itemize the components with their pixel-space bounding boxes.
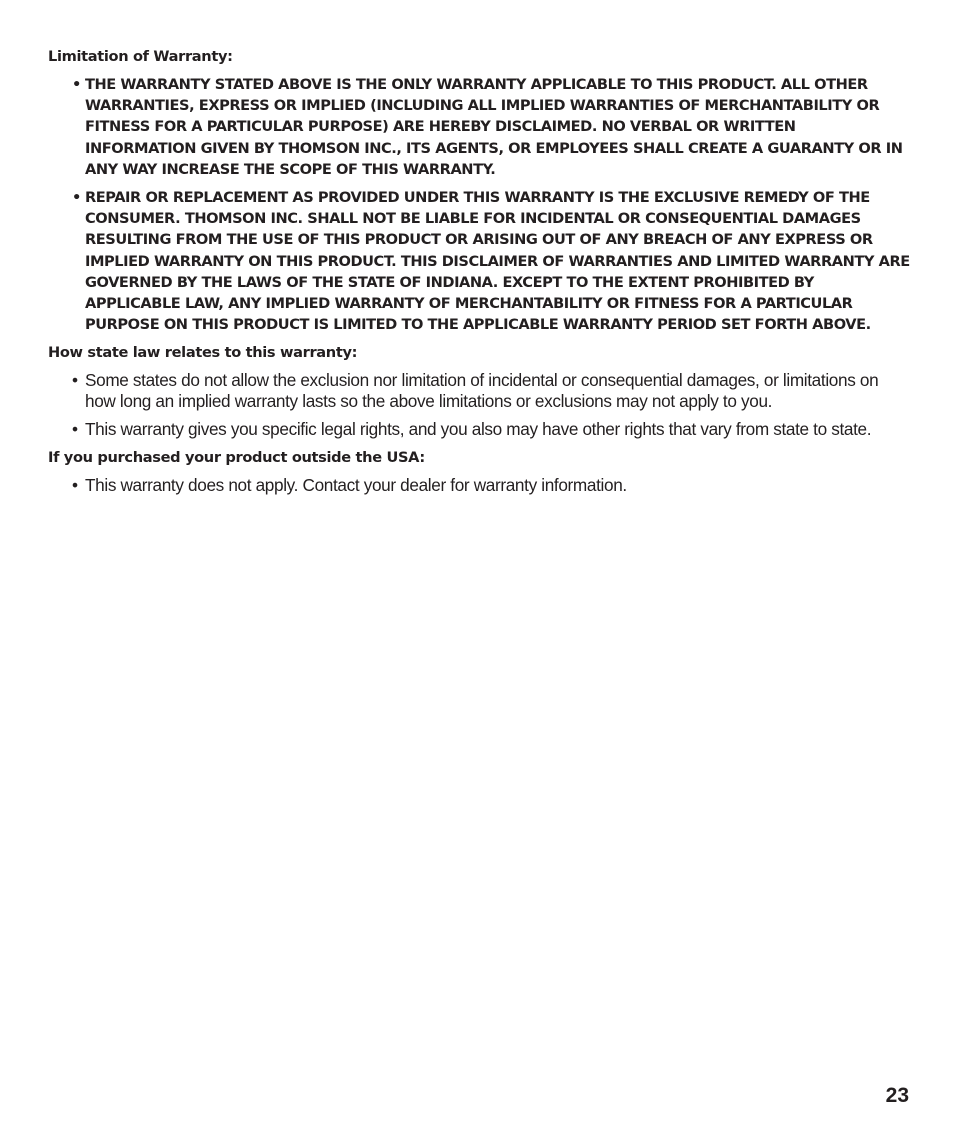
- section-heading: How state law relates to this warranty:: [48, 344, 358, 362]
- list-item: [48, 187, 910, 335]
- bullet-icon: •: [72, 370, 78, 391]
- list-item: [48, 419, 910, 440]
- section-state-law: [48, 342, 910, 440]
- bullet-icon: •: [72, 189, 81, 207]
- list-item-text: REPAIR OR REPLACEMENT AS PROVIDED UNDER THIS WARRANTY IS THE EXCLUSIVE REMEDY OF THE CONSUMER. THOMSON INC. SHALL NOT BE LIABLE FOR INCIDENTAL OR CONSEQUENTIAL DAMAGES RESULTING FROM THE USE OF THIS PRODUCT OR ARISING OUT OF ANY BREACH OF ANY EXPRESS OR IMPLIED WARRANTY ON THIS PRODUCT. THIS DISCLAIMER OF WARRANTIES AND LIMITED WARRANTY ARE GOVERNED BY THE LAWS OF THE STATE OF INDIANA. EXCEPT TO THE EXTENT PROHIBITED BY APPLICABLE LAW, ANY IMPLIED WARRANTY OF MERCHANTABILITY OR FITNESS FOR A PARTICULAR PURPOSE ON THIS PRODUCT IS LIMITED TO THE APPLICABLE WARRANTY PERIOD SET FORTH ABOVE.: [85, 189, 910, 334]
- list-item-text: Some states do not allow the exclusion nor limitation of incidental or consequential damages, or limitations on how long an implied warranty lasts so the above limitations or exclusions may not apply to you.: [85, 370, 879, 412]
- list-item: [48, 370, 910, 412]
- section-heading: Limitation of Warranty:: [48, 48, 233, 65]
- list-item-text: This warranty gives you specific legal rights, and you also may have other rights that vary from state to state.: [85, 419, 872, 440]
- list-item-text: THE WARRANTY STATED ABOVE IS THE ONLY WARRANTY APPLICABLE TO THIS PRODUCT. ALL OTHER WARRANTIES, EXPRESS OR IMPLIED (INCLUDING ALL IMPLIED WARRANTIES OF MERCHANTABILITY OR FITNESS FOR A PARTICULAR PURPOSE) ARE HEREBY DISCLAIMED. NO VERBAL OR WRITTEN INFORMATION GIVEN BY THOMSON INC., ITS AGENTS, OR EMPLOYEES SHALL CREATE A GUARANTY OR IN ANY WAY INCREASE THE SCOPE OF THIS WARRANTY.: [85, 76, 903, 178]
- page-number: 23: [885, 1084, 909, 1107]
- list-item: [48, 74, 910, 180]
- list-item: [48, 475, 910, 496]
- bullet-list: [48, 475, 910, 496]
- section-limitation-of-warranty: [48, 46, 910, 335]
- list-item-text: This warranty does not apply. Contact your dealer for warranty information.: [85, 475, 627, 496]
- section-outside-usa: [48, 447, 910, 496]
- bullet-icon: •: [72, 475, 78, 496]
- bullet-icon: •: [72, 419, 78, 440]
- bullet-list: [48, 370, 910, 440]
- bullet-icon: •: [72, 76, 81, 93]
- bullet-list: [48, 74, 910, 335]
- section-heading: If you purchased your product outside the USA:: [48, 449, 425, 467]
- document-body: [48, 46, 910, 503]
